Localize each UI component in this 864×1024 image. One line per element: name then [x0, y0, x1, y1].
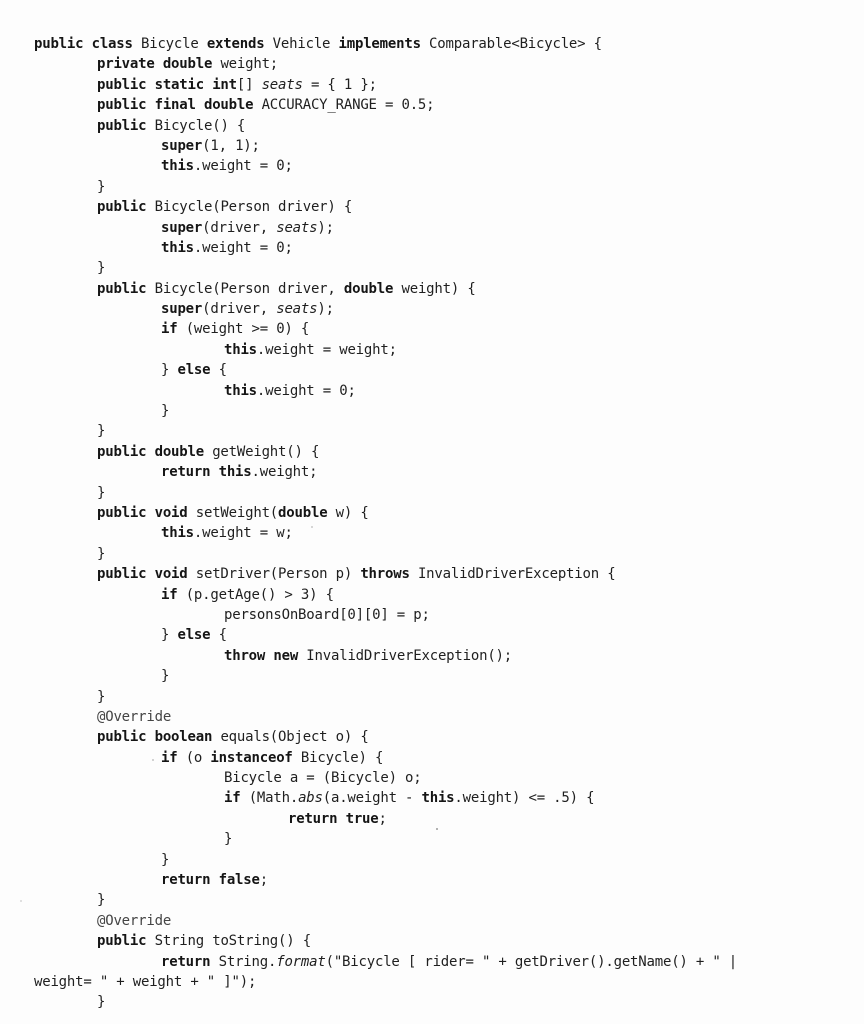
code-annotation: @Override [97, 708, 172, 725]
code-keyword: return false [161, 872, 260, 889]
code-line [0, 564, 864, 584]
code-line [0, 870, 864, 890]
code-text: } [97, 260, 106, 277]
code-text: } [161, 668, 170, 685]
code-text: [] [236, 76, 262, 93]
code-keyword: double [343, 280, 402, 297]
scan-speck [311, 526, 313, 528]
code-text: } [97, 545, 106, 562]
code-text: (driver, [202, 301, 277, 318]
code-keyword: this [161, 525, 194, 542]
code-keyword: private double [97, 56, 221, 73]
code-line [0, 34, 864, 54]
code-text: ; [378, 810, 387, 827]
code-line [0, 646, 864, 666]
code-line [0, 462, 864, 482]
code-text: InvalidDriverException(); [306, 647, 513, 664]
code-text: } [97, 994, 106, 1011]
code-keyword: super [161, 219, 203, 236]
code-keyword: public double [97, 443, 213, 460]
code-text: { [218, 627, 227, 644]
code-keyword: return this [161, 464, 252, 481]
code-italic-identifier: abs [298, 790, 323, 807]
code-text: personsOnBoard[0][0] = p; [224, 606, 430, 623]
code-text: Bicycle(Person driver, [154, 280, 344, 297]
code-line [0, 340, 864, 360]
code-text: Bicycle) { [300, 749, 384, 766]
code-line [0, 748, 864, 768]
code-text: (driver, [202, 219, 277, 236]
code-line [0, 585, 864, 605]
code-text: weight; [220, 56, 279, 73]
code-text: .weight = w; [193, 525, 293, 542]
code-line [0, 768, 864, 788]
code-text: Bicycle [140, 36, 207, 52]
code-text: weight) { [401, 280, 476, 297]
code-text: .weight = 0; [193, 158, 293, 175]
code-italic-identifier: seats [261, 76, 303, 93]
code-text: } [161, 403, 170, 420]
code-text: setDriver(Person p) [195, 566, 361, 583]
code-italic-identifier: seats [276, 219, 318, 236]
code-text: .weight = weight; [256, 341, 397, 358]
code-keyword: this [421, 790, 455, 807]
code-keyword: public class [34, 36, 141, 52]
code-line [0, 503, 864, 523]
code-text: weight= " + weight + " ]"); [34, 973, 257, 990]
code-keyword: public void [97, 566, 196, 583]
code-line [0, 381, 864, 401]
code-keyword: double [278, 504, 336, 521]
code-line [0, 605, 864, 625]
code-line [0, 197, 864, 217]
code-text: ); [317, 301, 334, 318]
code-keyword: throw new [224, 647, 307, 664]
code-line [0, 707, 864, 727]
code-line [0, 809, 864, 829]
code-line [0, 992, 864, 1012]
code-text: (Math. [248, 790, 299, 807]
code-keyword: public [97, 933, 155, 950]
code-line [0, 177, 864, 197]
code-line [0, 727, 864, 747]
code-text: (a.weight - [322, 790, 422, 807]
code-keyword: this [161, 158, 194, 175]
code-text: Vehicle [272, 36, 339, 52]
code-keyword: public void [97, 504, 196, 521]
code-line [0, 116, 864, 136]
code-text: ; [259, 872, 268, 889]
code-line [0, 523, 864, 543]
code-line [0, 442, 864, 462]
code-text: } [97, 484, 106, 501]
code-listing [0, 34, 864, 1013]
scan-speck [152, 759, 154, 761]
code-line [0, 136, 864, 156]
code-keyword: public static int [97, 76, 237, 93]
code-line [0, 625, 864, 645]
code-line [0, 319, 864, 339]
code-text: } [97, 423, 106, 440]
code-text: (p.getAge() > 3) { [185, 586, 334, 603]
code-text: String toString() { [154, 933, 311, 950]
code-text: String. [218, 953, 277, 970]
code-text: } [97, 178, 106, 195]
code-text: ("Bicycle [ rider= " + getDriver().getName() + " | [325, 953, 738, 970]
code-keyword: if [161, 321, 186, 338]
code-line [0, 238, 864, 258]
code-text: setWeight( [195, 504, 279, 521]
code-keyword: public final double [97, 97, 262, 114]
code-text: Comparable<Bicycle> { [429, 36, 602, 52]
code-text: .weight; [251, 464, 318, 481]
scan-speck [436, 828, 438, 830]
code-text: } [161, 851, 170, 868]
code-text: { [218, 362, 227, 379]
code-text: Bicycle a = (Bicycle) o; [224, 770, 422, 787]
code-text: getWeight() { [212, 443, 320, 460]
code-text: } [161, 362, 178, 379]
code-keyword: instanceof [210, 749, 301, 766]
code-keyword: throws [360, 566, 418, 583]
code-keyword: this [161, 239, 194, 256]
code-text: } [97, 688, 106, 705]
code-keyword: public [97, 280, 155, 297]
code-line [0, 931, 864, 951]
code-italic-identifier: seats [276, 301, 318, 318]
code-keyword: this [224, 382, 257, 399]
code-text: .weight = 0; [193, 239, 293, 256]
code-italic-identifier: format [276, 953, 326, 970]
code-text: ); [317, 219, 334, 236]
code-text: } [97, 892, 106, 909]
code-line [0, 156, 864, 176]
code-keyword: return [161, 953, 219, 970]
code-text: (o [185, 749, 211, 766]
code-text: Bicycle() { [154, 117, 246, 134]
code-line [0, 421, 864, 441]
code-line [0, 972, 864, 992]
code-line [0, 544, 864, 564]
code-line [0, 401, 864, 421]
code-line [0, 890, 864, 910]
code-text: (weight >= 0) { [185, 321, 310, 338]
code-keyword: super [161, 137, 203, 154]
code-line [0, 279, 864, 299]
code-keyword: if [161, 749, 186, 766]
code-text: .weight) <= .5) { [454, 790, 595, 807]
code-line [0, 911, 864, 931]
code-text: = { 1 }; [302, 76, 377, 93]
code-line [0, 299, 864, 319]
code-line [0, 788, 864, 808]
code-text: equals(Object o) { [220, 729, 369, 746]
code-annotation: @Override [97, 912, 172, 929]
code-keyword: extends [206, 36, 273, 52]
code-text: } [161, 627, 178, 644]
code-line [0, 850, 864, 870]
code-text: ACCURACY_RANGE = 0.5; [261, 97, 435, 114]
code-line [0, 952, 864, 972]
code-keyword: public boolean [97, 729, 221, 746]
code-keyword: public [97, 117, 155, 134]
code-text: (1, 1); [202, 137, 260, 154]
code-text: Bicycle(Person driver) { [154, 199, 353, 216]
code-keyword: if [224, 790, 249, 807]
code-line [0, 54, 864, 74]
code-keyword: this [224, 341, 257, 358]
code-line [0, 360, 864, 380]
code-line [0, 666, 864, 686]
code-text: } [224, 831, 233, 848]
code-line [0, 829, 864, 849]
code-line [0, 483, 864, 503]
code-keyword: super [161, 301, 203, 318]
code-text: w) { [335, 504, 369, 521]
code-line [0, 218, 864, 238]
code-line [0, 75, 864, 95]
code-line [0, 687, 864, 707]
code-keyword: if [161, 586, 186, 603]
code-keyword: return true [288, 810, 379, 827]
code-line [0, 258, 864, 278]
code-line [0, 95, 864, 115]
scan-speck [20, 900, 22, 902]
code-keyword: else [177, 362, 219, 379]
code-keyword: public [97, 199, 155, 216]
code-keyword: implements [338, 36, 430, 52]
code-text: .weight = 0; [256, 382, 356, 399]
code-text: InvalidDriverException { [417, 566, 616, 583]
code-keyword: else [177, 627, 219, 644]
